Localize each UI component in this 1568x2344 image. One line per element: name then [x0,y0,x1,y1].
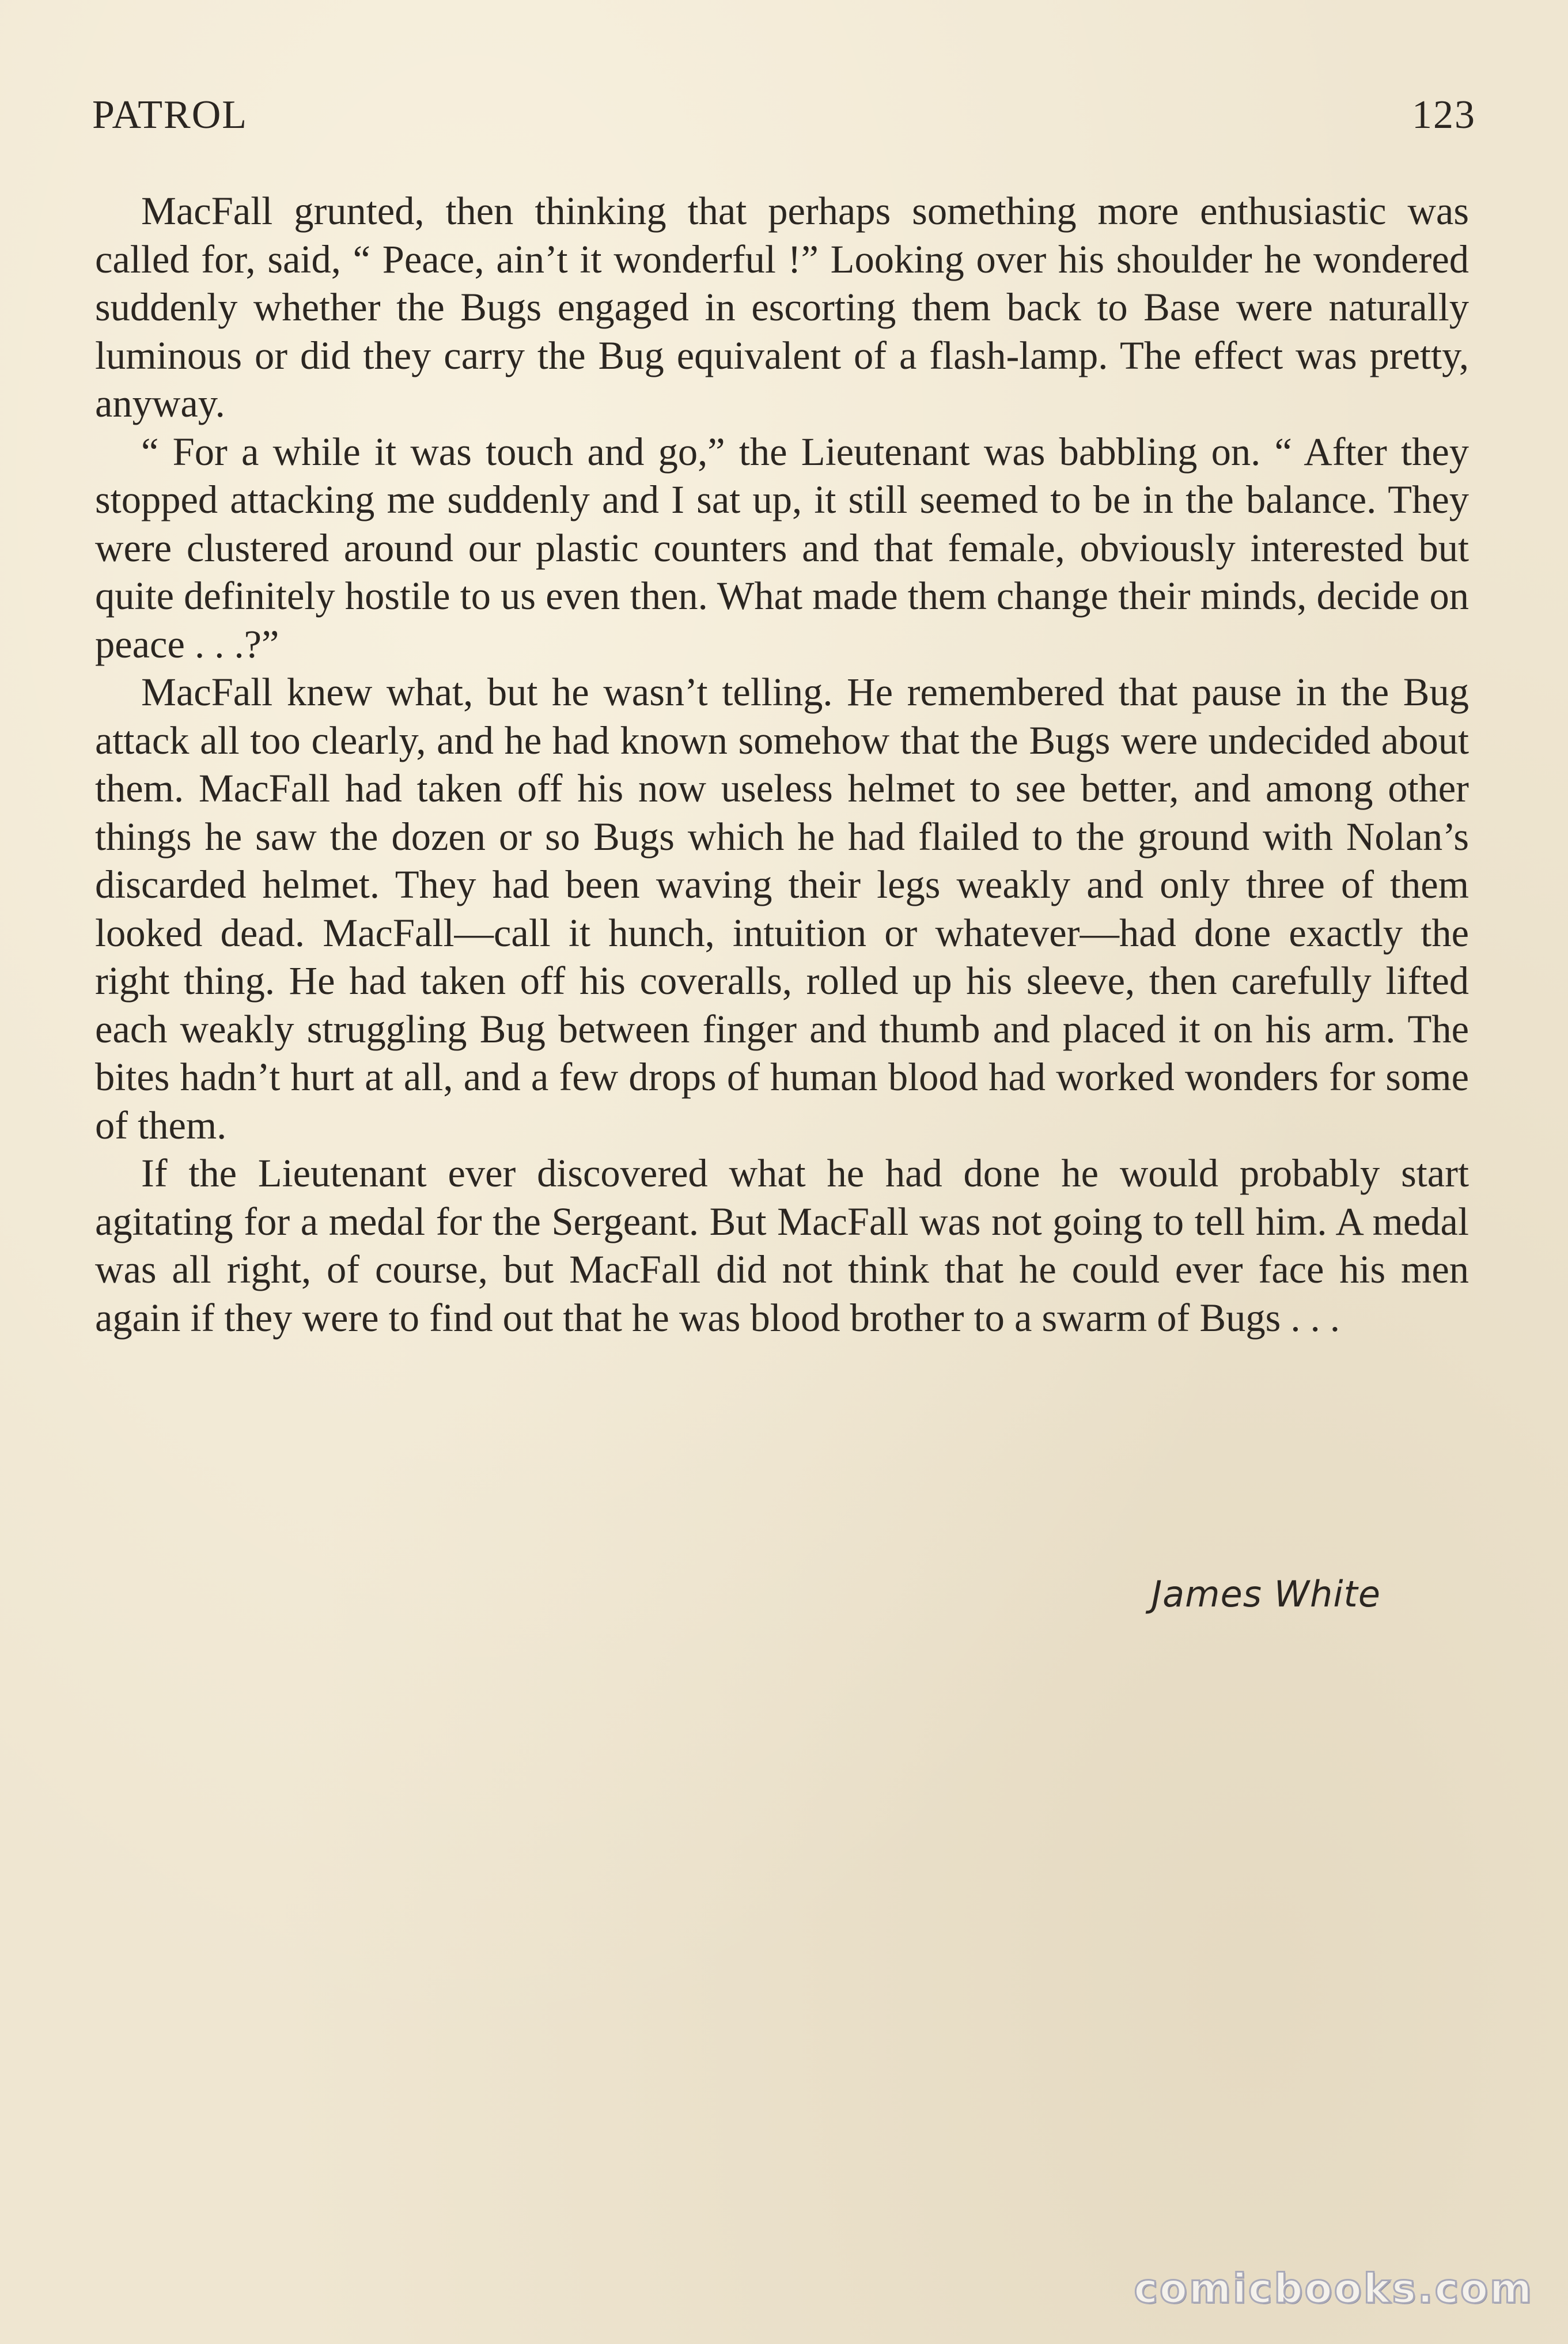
paragraph: If the Lieutenant ever discovered what he had done he would probably start agitating for a medal for the Sergeant. But MacFall was not going to tell him. A medal was all right, of course, but MacFall did not think that he could ever face his men again if they were to find out that he was blood brother to a swarm of Bugs . . . [95,1151,1469,1340]
story-text [95,187,1469,1342]
page-number: 123 [1412,93,1476,137]
author-signature: James White [1151,1573,1381,1615]
paragraph: “ For a while it was touch and go,” the Lieutenant was babbling on. “ After they stopped attacking me suddenly and I sat up, it still seemed to be in the balance. They were clustered around our plastic counters and that female, obviously interested but quite definitely hostile to us even then. What made them change their minds, decide on peace . . .?” [95,429,1469,666]
paragraph: MacFall grunted, then thinking that perhaps something more enthusiastic was called for, said, “ Peace, ain’t it wonderful !” Looking over his shoulder he wondered suddenly whether the Bugs engaged in escorting them back to Base were naturally luminous or did they carry the Bug equivalent of a flash-lamp. The effect was pretty, anyway. [95,189,1469,425]
running-title: PATROL [92,93,248,137]
paragraph: MacFall knew what, but he wasn’t telling. He remembered that pause in the Bug attack all too clearly, and he had known somehow that the Bugs were undecided about them. MacFall had taken off his now useless helmet to see better, and among other things he saw the dozen or so Bugs which he had flailed to the ground with Nolan’s discarded helmet. They had been waving their legs weakly and only three of them looked dead. MacFall—call it hunch, intuition or whatever—had done exactly the right thing. He had taken off his coveralls, rolled up his sleeve, then carefully lifted each weakly struggling Bug between finger and thumb and placed it on his arm. The bites hadn’t hurt at all, and a few drops of human blood had worked wonders for some of them. [95,670,1469,1147]
site-watermark: comicbooks.com [1134,2265,1533,2312]
running-head [92,92,1476,144]
